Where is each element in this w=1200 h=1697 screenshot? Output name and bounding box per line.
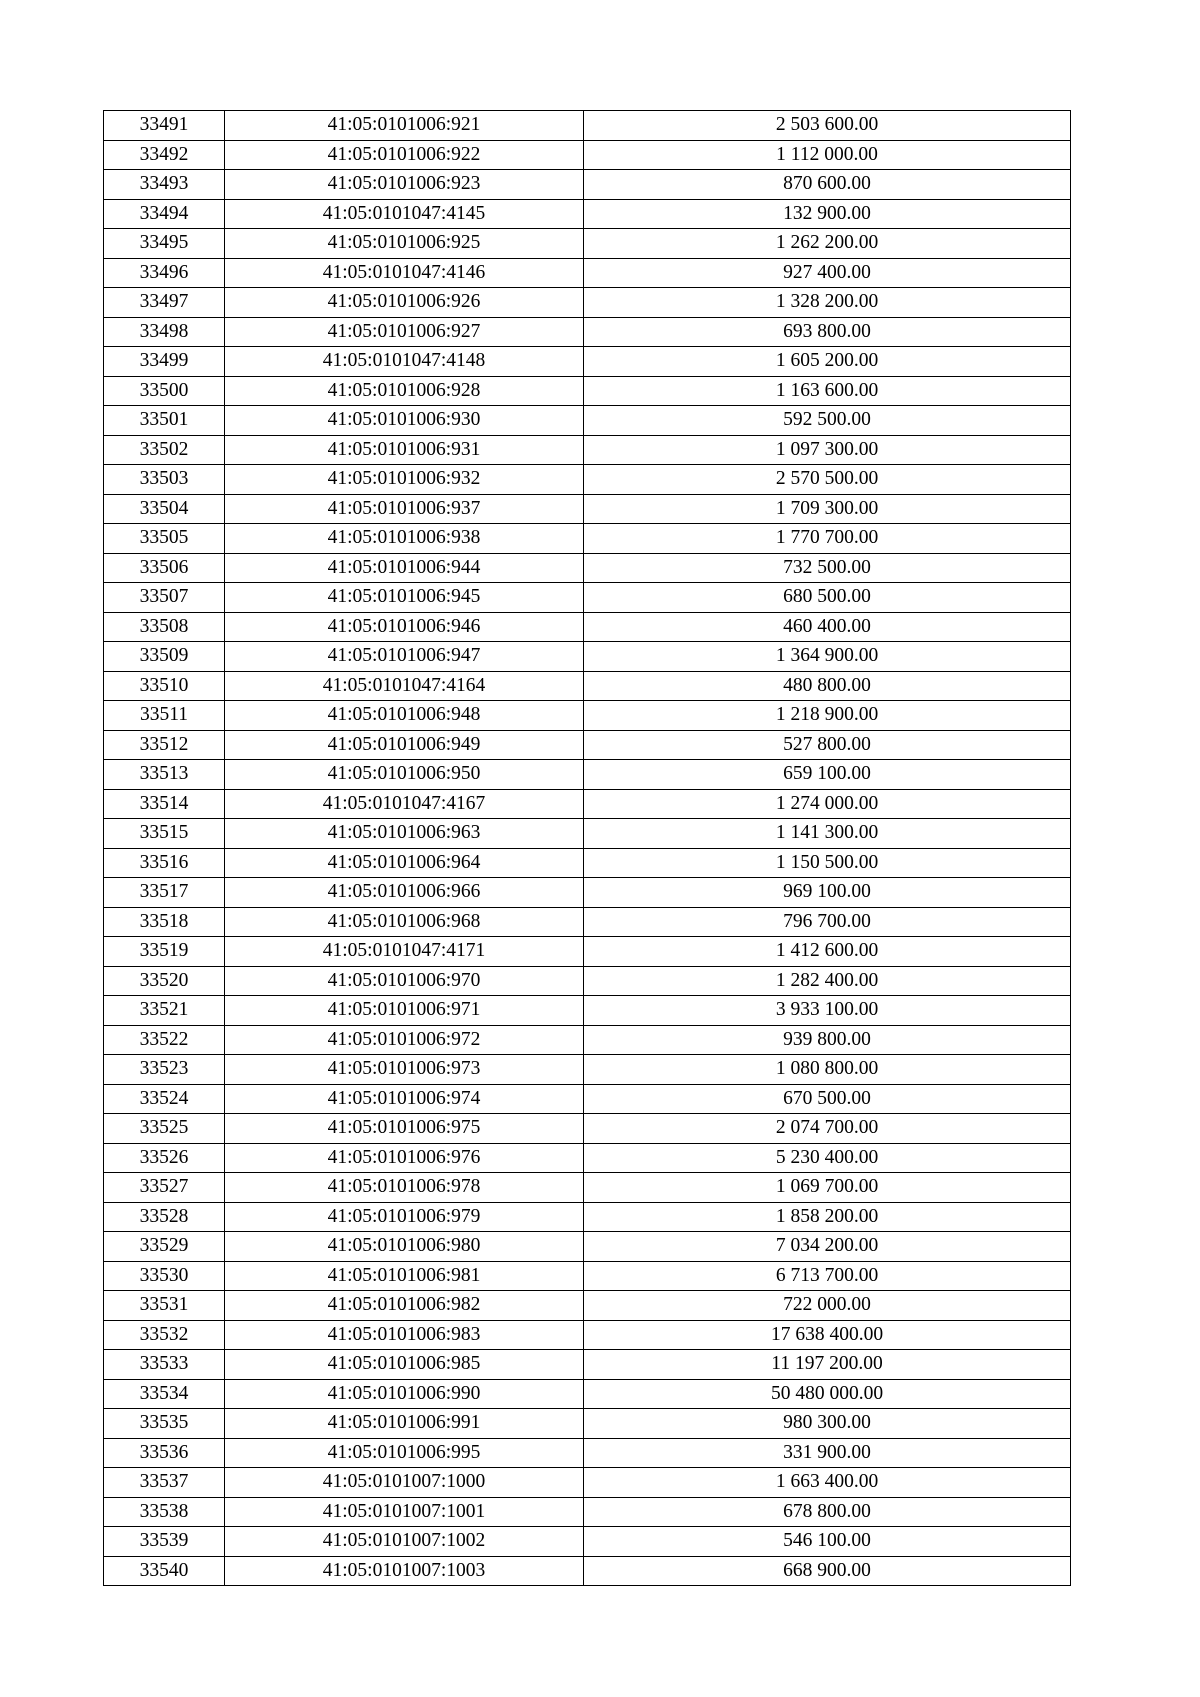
table-row bbox=[104, 258, 1071, 288]
table-row bbox=[104, 1114, 1071, 1144]
cadastral-value-cell: 1 112 000.00 bbox=[584, 140, 1071, 170]
cadastral-number-cell: 41:05:0101006:921 bbox=[225, 111, 584, 141]
row-number-cell: 33520 bbox=[104, 966, 225, 996]
table-row bbox=[104, 760, 1071, 790]
table-row bbox=[104, 288, 1071, 318]
row-number-cell: 33528 bbox=[104, 1202, 225, 1232]
cadastral-number-cell: 41:05:0101006:964 bbox=[225, 848, 584, 878]
cadastral-number-cell: 41:05:0101006:990 bbox=[225, 1379, 584, 1409]
table-row bbox=[104, 435, 1071, 465]
row-number-cell: 33493 bbox=[104, 170, 225, 200]
cadastral-number-cell: 41:05:0101007:1001 bbox=[225, 1497, 584, 1527]
cadastral-number-cell: 41:05:0101006:948 bbox=[225, 701, 584, 731]
row-number-cell: 33521 bbox=[104, 996, 225, 1026]
table-row bbox=[104, 671, 1071, 701]
cadastral-value-cell: 1 605 200.00 bbox=[584, 347, 1071, 377]
row-number-cell: 33517 bbox=[104, 878, 225, 908]
cadastral-number-cell: 41:05:0101006:983 bbox=[225, 1320, 584, 1350]
cadastral-number-cell: 41:05:0101006:938 bbox=[225, 524, 584, 554]
row-number-cell: 33533 bbox=[104, 1350, 225, 1380]
cadastral-number-cell: 41:05:0101007:1000 bbox=[225, 1468, 584, 1498]
row-number-cell: 33492 bbox=[104, 140, 225, 170]
table-row bbox=[104, 1468, 1071, 1498]
table-row bbox=[104, 1350, 1071, 1380]
row-number-cell: 33498 bbox=[104, 317, 225, 347]
table-row bbox=[104, 465, 1071, 495]
cadastral-number-cell: 41:05:0101006:973 bbox=[225, 1055, 584, 1085]
cadastral-value-cell: 678 800.00 bbox=[584, 1497, 1071, 1527]
row-number-cell: 33514 bbox=[104, 789, 225, 819]
table-row bbox=[104, 1497, 1071, 1527]
cadastral-number-cell: 41:05:0101006:932 bbox=[225, 465, 584, 495]
cadastral-value-cell: 1 141 300.00 bbox=[584, 819, 1071, 849]
cadastral-value-cell: 1 097 300.00 bbox=[584, 435, 1071, 465]
table-row bbox=[104, 1232, 1071, 1262]
cadastral-value-cell: 50 480 000.00 bbox=[584, 1379, 1071, 1409]
cadastral-number-cell: 41:05:0101006:991 bbox=[225, 1409, 584, 1439]
cadastral-number-cell: 41:05:0101006:982 bbox=[225, 1291, 584, 1321]
table-row bbox=[104, 376, 1071, 406]
table-row bbox=[104, 701, 1071, 731]
row-number-cell: 33535 bbox=[104, 1409, 225, 1439]
cadastral-value-cell: 1 150 500.00 bbox=[584, 848, 1071, 878]
row-number-cell: 33505 bbox=[104, 524, 225, 554]
row-number-cell: 33540 bbox=[104, 1556, 225, 1586]
table-row bbox=[104, 819, 1071, 849]
cadastral-number-cell: 41:05:0101006:966 bbox=[225, 878, 584, 908]
row-number-cell: 33503 bbox=[104, 465, 225, 495]
table-row bbox=[104, 789, 1071, 819]
cadastral-number-cell: 41:05:0101006:949 bbox=[225, 730, 584, 760]
cadastral-value-cell: 17 638 400.00 bbox=[584, 1320, 1071, 1350]
cadastral-number-cell: 41:05:0101006:922 bbox=[225, 140, 584, 170]
table-row bbox=[104, 907, 1071, 937]
table-row bbox=[104, 406, 1071, 436]
table-row bbox=[104, 1379, 1071, 1409]
table-row bbox=[104, 878, 1071, 908]
table-row bbox=[104, 730, 1071, 760]
cadastral-value-cell: 5 230 400.00 bbox=[584, 1143, 1071, 1173]
cadastral-value-cell: 460 400.00 bbox=[584, 612, 1071, 642]
row-number-cell: 33499 bbox=[104, 347, 225, 377]
row-number-cell: 33530 bbox=[104, 1261, 225, 1291]
row-number-cell: 33497 bbox=[104, 288, 225, 318]
row-number-cell: 33536 bbox=[104, 1438, 225, 1468]
row-number-cell: 33495 bbox=[104, 229, 225, 259]
cadastral-number-cell: 41:05:0101006:946 bbox=[225, 612, 584, 642]
table-row bbox=[104, 1173, 1071, 1203]
table-row bbox=[104, 199, 1071, 229]
cadastral-value-cell: 1 412 600.00 bbox=[584, 937, 1071, 967]
row-number-cell: 33516 bbox=[104, 848, 225, 878]
cadastral-value-cell: 1 663 400.00 bbox=[584, 1468, 1071, 1498]
cadastral-value-cell: 1 163 600.00 bbox=[584, 376, 1071, 406]
cadastral-number-cell: 41:05:0101006:975 bbox=[225, 1114, 584, 1144]
cadastral-number-cell: 41:05:0101006:947 bbox=[225, 642, 584, 672]
cadastral-value-cell: 592 500.00 bbox=[584, 406, 1071, 436]
row-number-cell: 33494 bbox=[104, 199, 225, 229]
cadastral-number-cell: 41:05:0101047:4145 bbox=[225, 199, 584, 229]
table-row bbox=[104, 170, 1071, 200]
row-number-cell: 33519 bbox=[104, 937, 225, 967]
cadastral-value-cell: 1 069 700.00 bbox=[584, 1173, 1071, 1203]
cadastral-number-cell: 41:05:0101047:4171 bbox=[225, 937, 584, 967]
cadastral-value-cell: 6 713 700.00 bbox=[584, 1261, 1071, 1291]
table-row bbox=[104, 966, 1071, 996]
row-number-cell: 33538 bbox=[104, 1497, 225, 1527]
row-number-cell: 33534 bbox=[104, 1379, 225, 1409]
cadastral-number-cell: 41:05:0101006:970 bbox=[225, 966, 584, 996]
cadastral-value-cell: 1 770 700.00 bbox=[584, 524, 1071, 554]
cadastral-number-cell: 41:05:0101047:4146 bbox=[225, 258, 584, 288]
table-row bbox=[104, 1320, 1071, 1350]
row-number-cell: 33496 bbox=[104, 258, 225, 288]
cadastral-number-cell: 41:05:0101006:923 bbox=[225, 170, 584, 200]
row-number-cell: 33491 bbox=[104, 111, 225, 141]
cadastral-number-cell: 41:05:0101006:976 bbox=[225, 1143, 584, 1173]
row-number-cell: 33518 bbox=[104, 907, 225, 937]
cadastral-number-cell: 41:05:0101006:968 bbox=[225, 907, 584, 937]
cadastral-value-cell: 331 900.00 bbox=[584, 1438, 1071, 1468]
cadastral-number-cell: 41:05:0101047:4148 bbox=[225, 347, 584, 377]
cadastral-value-cell: 927 400.00 bbox=[584, 258, 1071, 288]
row-number-cell: 33531 bbox=[104, 1291, 225, 1321]
table-row bbox=[104, 642, 1071, 672]
cadastral-value-cell: 11 197 200.00 bbox=[584, 1350, 1071, 1380]
cadastral-value-cell: 732 500.00 bbox=[584, 553, 1071, 583]
row-number-cell: 33507 bbox=[104, 583, 225, 613]
cadastral-value-cell: 480 800.00 bbox=[584, 671, 1071, 701]
table-row bbox=[104, 1084, 1071, 1114]
table-row bbox=[104, 937, 1071, 967]
table-row bbox=[104, 1291, 1071, 1321]
cadastral-value-cell: 1 364 900.00 bbox=[584, 642, 1071, 672]
cadastral-value-cell: 3 933 100.00 bbox=[584, 996, 1071, 1026]
cadastral-number-cell: 41:05:0101006:974 bbox=[225, 1084, 584, 1114]
cadastral-number-cell: 41:05:0101006:931 bbox=[225, 435, 584, 465]
table-row bbox=[104, 1261, 1071, 1291]
row-number-cell: 33511 bbox=[104, 701, 225, 731]
table-row bbox=[104, 1409, 1071, 1439]
cadastral-number-cell: 41:05:0101047:4164 bbox=[225, 671, 584, 701]
cadastral-value-cell: 1 282 400.00 bbox=[584, 966, 1071, 996]
row-number-cell: 33532 bbox=[104, 1320, 225, 1350]
cadastral-number-cell: 41:05:0101006:971 bbox=[225, 996, 584, 1026]
cadastral-value-cell: 1 858 200.00 bbox=[584, 1202, 1071, 1232]
cadastral-value-cell: 132 900.00 bbox=[584, 199, 1071, 229]
cadastral-number-cell: 41:05:0101006:995 bbox=[225, 1438, 584, 1468]
table-row bbox=[104, 848, 1071, 878]
table-row bbox=[104, 1202, 1071, 1232]
table-row bbox=[104, 494, 1071, 524]
cadastral-value-cell: 1 328 200.00 bbox=[584, 288, 1071, 318]
table-row bbox=[104, 996, 1071, 1026]
row-number-cell: 33539 bbox=[104, 1527, 225, 1557]
row-number-cell: 33523 bbox=[104, 1055, 225, 1085]
cadastral-value-cell: 2 074 700.00 bbox=[584, 1114, 1071, 1144]
table-row bbox=[104, 347, 1071, 377]
cadastral-number-cell: 41:05:0101006:985 bbox=[225, 1350, 584, 1380]
cadastral-value-cell: 870 600.00 bbox=[584, 170, 1071, 200]
cadastral-value-cell: 939 800.00 bbox=[584, 1025, 1071, 1055]
cadastral-value-cell: 1 709 300.00 bbox=[584, 494, 1071, 524]
table-row bbox=[104, 317, 1071, 347]
cadastral-value-cell: 2 503 600.00 bbox=[584, 111, 1071, 141]
table-row bbox=[104, 1527, 1071, 1557]
table-row bbox=[104, 553, 1071, 583]
row-number-cell: 33509 bbox=[104, 642, 225, 672]
row-number-cell: 33526 bbox=[104, 1143, 225, 1173]
cadastral-number-cell: 41:05:0101006:963 bbox=[225, 819, 584, 849]
cadastral-value-cell: 527 800.00 bbox=[584, 730, 1071, 760]
cadastral-number-cell: 41:05:0101006:950 bbox=[225, 760, 584, 790]
cadastral-value-cell: 969 100.00 bbox=[584, 878, 1071, 908]
cadastral-value-cell: 2 570 500.00 bbox=[584, 465, 1071, 495]
cadastral-number-cell: 41:05:0101007:1002 bbox=[225, 1527, 584, 1557]
table-row bbox=[104, 1025, 1071, 1055]
table-body bbox=[104, 111, 1071, 1586]
cadastral-number-cell: 41:05:0101006:980 bbox=[225, 1232, 584, 1262]
row-number-cell: 33504 bbox=[104, 494, 225, 524]
cadastral-value-cell: 1 218 900.00 bbox=[584, 701, 1071, 731]
cadastral-value-cell: 1 274 000.00 bbox=[584, 789, 1071, 819]
cadastral-value-cell: 722 000.00 bbox=[584, 1291, 1071, 1321]
cadastral-value-cell: 1 262 200.00 bbox=[584, 229, 1071, 259]
table-row bbox=[104, 1556, 1071, 1586]
cadastral-number-cell: 41:05:0101006:979 bbox=[225, 1202, 584, 1232]
table-row bbox=[104, 524, 1071, 554]
cadastral-value-cell: 1 080 800.00 bbox=[584, 1055, 1071, 1085]
row-number-cell: 33537 bbox=[104, 1468, 225, 1498]
cadastral-value-cell: 680 500.00 bbox=[584, 583, 1071, 613]
cadastral-number-cell: 41:05:0101047:4167 bbox=[225, 789, 584, 819]
table-row bbox=[104, 229, 1071, 259]
row-number-cell: 33524 bbox=[104, 1084, 225, 1114]
cadastral-value-cell: 670 500.00 bbox=[584, 1084, 1071, 1114]
row-number-cell: 33512 bbox=[104, 730, 225, 760]
cadastral-number-cell: 41:05:0101006:978 bbox=[225, 1173, 584, 1203]
row-number-cell: 33501 bbox=[104, 406, 225, 436]
cadastral-number-cell: 41:05:0101006:928 bbox=[225, 376, 584, 406]
cadastral-number-cell: 41:05:0101006:981 bbox=[225, 1261, 584, 1291]
row-number-cell: 33502 bbox=[104, 435, 225, 465]
cadastral-number-cell: 41:05:0101006:944 bbox=[225, 553, 584, 583]
cadastral-value-cell: 980 300.00 bbox=[584, 1409, 1071, 1439]
row-number-cell: 33515 bbox=[104, 819, 225, 849]
cadastral-value-cell: 668 900.00 bbox=[584, 1556, 1071, 1586]
cadastral-number-cell: 41:05:0101006:925 bbox=[225, 229, 584, 259]
row-number-cell: 33527 bbox=[104, 1173, 225, 1203]
row-number-cell: 33522 bbox=[104, 1025, 225, 1055]
table-row bbox=[104, 1143, 1071, 1173]
table-row bbox=[104, 1438, 1071, 1468]
cadastral-value-cell: 546 100.00 bbox=[584, 1527, 1071, 1557]
cadastral-value-table bbox=[103, 110, 1071, 1586]
cadastral-value-cell: 693 800.00 bbox=[584, 317, 1071, 347]
row-number-cell: 33529 bbox=[104, 1232, 225, 1262]
row-number-cell: 33513 bbox=[104, 760, 225, 790]
cadastral-number-cell: 41:05:0101006:930 bbox=[225, 406, 584, 436]
cadastral-value-cell: 659 100.00 bbox=[584, 760, 1071, 790]
row-number-cell: 33510 bbox=[104, 671, 225, 701]
table-row bbox=[104, 1055, 1071, 1085]
cadastral-number-cell: 41:05:0101006:945 bbox=[225, 583, 584, 613]
table-row bbox=[104, 111, 1071, 141]
row-number-cell: 33506 bbox=[104, 553, 225, 583]
cadastral-number-cell: 41:05:0101006:972 bbox=[225, 1025, 584, 1055]
table-row bbox=[104, 140, 1071, 170]
table-row bbox=[104, 612, 1071, 642]
row-number-cell: 33500 bbox=[104, 376, 225, 406]
cadastral-value-cell: 796 700.00 bbox=[584, 907, 1071, 937]
row-number-cell: 33525 bbox=[104, 1114, 225, 1144]
cadastral-value-cell: 7 034 200.00 bbox=[584, 1232, 1071, 1262]
table-row bbox=[104, 583, 1071, 613]
cadastral-number-cell: 41:05:0101006:937 bbox=[225, 494, 584, 524]
row-number-cell: 33508 bbox=[104, 612, 225, 642]
cadastral-number-cell: 41:05:0101006:926 bbox=[225, 288, 584, 318]
cadastral-number-cell: 41:05:0101007:1003 bbox=[225, 1556, 584, 1586]
cadastral-number-cell: 41:05:0101006:927 bbox=[225, 317, 584, 347]
